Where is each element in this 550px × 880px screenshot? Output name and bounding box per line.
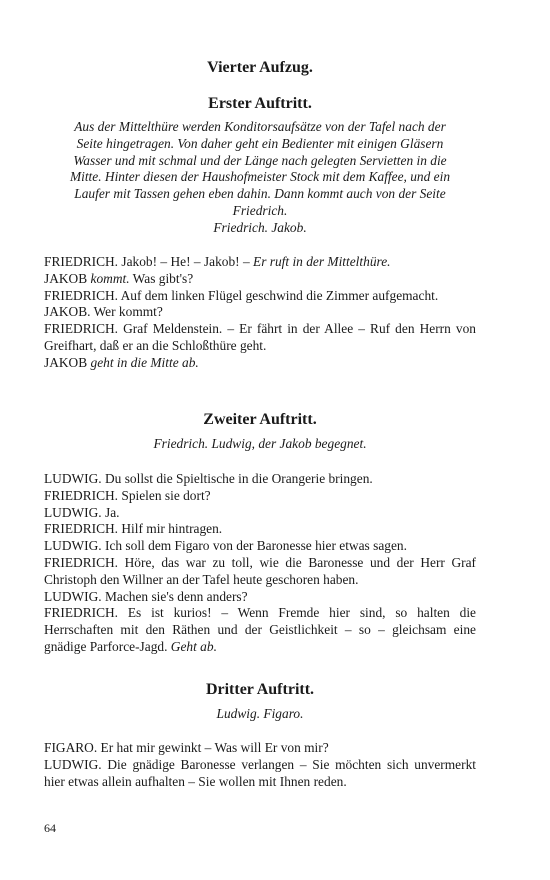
speech [44, 538, 476, 555]
speech-text: Spielen sie dort? [118, 487, 211, 503]
speech-text: Wer kommt? [90, 304, 163, 320]
speech-text: Ja. [101, 504, 120, 520]
scene-title-2: Zweiter Auftritt. [203, 411, 317, 428]
speech [44, 355, 476, 372]
speech-text: Die gnädige Baronesse verlangen – Sie möchten sich unvermerkt hier etwas allein aufhalten – Sie wollen mit Ihnen reden. [44, 756, 476, 789]
scene-title-1: Erster Auftritt. [208, 95, 312, 112]
stage-direction-line: Laufer mit Tassen gehen eben dahin. Dann kommt auch von der Seite [74, 186, 446, 202]
speech-text: Jakob! – He! – Jakob! – [118, 254, 254, 269]
speech-text: Es ist kurios! – Wenn Fremde hier sind, so halten die Herrschaften mit den Räthen und der Geistlichkeit – so – gleichsam eine gnädige Parforce-Jagd. [44, 605, 476, 654]
stage-direction-line: Friedrich. [232, 202, 288, 218]
stage-direction: geht in die Mitte ab. [90, 354, 199, 370]
stage-direction-line: Wasser und mit schmal und der Länge nach gelegten Servietten in die [73, 152, 447, 168]
scene-title-3: Dritter Auftritt. [205, 681, 315, 698]
speech-text: Du sollst die Spieltische in die Orangerie bringen. [101, 471, 373, 486]
dialogue-scene-3 [44, 740, 476, 790]
persons-scene-3: Ludwig. Figaro. [216, 706, 304, 721]
speech [44, 304, 476, 321]
speaker: FRIEDRICH. [44, 487, 119, 503]
speaker: LUDWIG. [44, 538, 102, 554]
speech-text: Auf dem linken Flügel geschwind die Zimmer aufgemacht. [118, 287, 439, 303]
speech [44, 521, 476, 538]
speech-text: Graf Meldenstein. – Er fährt in der Allee – Ruf den Herrn von Greifhart, daß er an die Schloßthüre geht. [44, 321, 476, 353]
persons-scene-2: Friedrich. Ludwig, der Jakob begegnet. [153, 436, 367, 451]
speech-text: Machen sie's denn anders? [101, 588, 248, 604]
stage-direction: Geht ab. [170, 638, 217, 654]
speech [44, 488, 476, 505]
speaker: LUDWIG. [44, 504, 102, 520]
speech [44, 288, 476, 305]
speech-text: Hilf mir hintragen. [118, 521, 223, 537]
speaker: FRIEDRICH. [44, 605, 119, 621]
speech-text: Höre, das war zu toll, wie die Baronesse und der Herr Graf Christoph den Willner an der Tafel heute geschoren haben. [44, 554, 476, 587]
speech [44, 605, 476, 655]
speech [44, 757, 476, 791]
speech [44, 471, 476, 488]
speaker: JAKOB [44, 270, 91, 286]
speech [44, 321, 476, 355]
speech-text: Er hat mir gewinkt – Was will Er von mir? [97, 740, 329, 755]
speaker: FIGARO. [44, 740, 98, 755]
stage-direction: kommt. [90, 270, 130, 286]
page-number: 64 [44, 821, 56, 835]
speech [44, 505, 476, 522]
speech [44, 589, 476, 606]
stage-direction-scene-1 [44, 119, 476, 220]
speech-text: Ich soll dem Figaro von der Baronesse hier etwas sagen. [101, 538, 407, 554]
speaker: JAKOB [44, 354, 91, 370]
speech [44, 254, 476, 271]
speaker: FRIEDRICH. [44, 321, 119, 337]
dialogue-scene-1 [44, 254, 476, 372]
stage-direction-line: Seite hingetragen. Von daher geht ein Bedienter mit einigen Gläsern [76, 135, 444, 151]
speaker: LUDWIG. [44, 756, 102, 772]
stage-direction-line: Mitte. Hinter diesen der Haushofmeister Stock mit dem Kaffee, und ein [69, 169, 451, 185]
speaker: JAKOB. [44, 304, 91, 320]
speech [44, 555, 476, 589]
speaker: FRIEDRICH. [44, 554, 119, 570]
speaker: LUDWIG. [44, 588, 102, 604]
speaker: FRIEDRICH. [44, 287, 119, 303]
speaker: FRIEDRICH. [44, 254, 119, 269]
stage-direction: Er ruft in der Mittelthüre. [253, 254, 391, 269]
dialogue-scene-2 [44, 471, 476, 656]
speech [44, 271, 476, 288]
act-title: Vierter Aufzug. [207, 59, 313, 76]
persons-scene-1: Friedrich. Jakob. [213, 220, 307, 235]
book-page [44, 0, 476, 880]
speaker: FRIEDRICH. [44, 521, 119, 537]
speaker: LUDWIG. [44, 471, 102, 486]
speech-text: Was gibt's? [129, 270, 194, 286]
stage-direction-line: Aus der Mittelthüre werden Konditorsaufsätze von der Tafel nach der [74, 119, 446, 134]
speech [44, 740, 476, 757]
